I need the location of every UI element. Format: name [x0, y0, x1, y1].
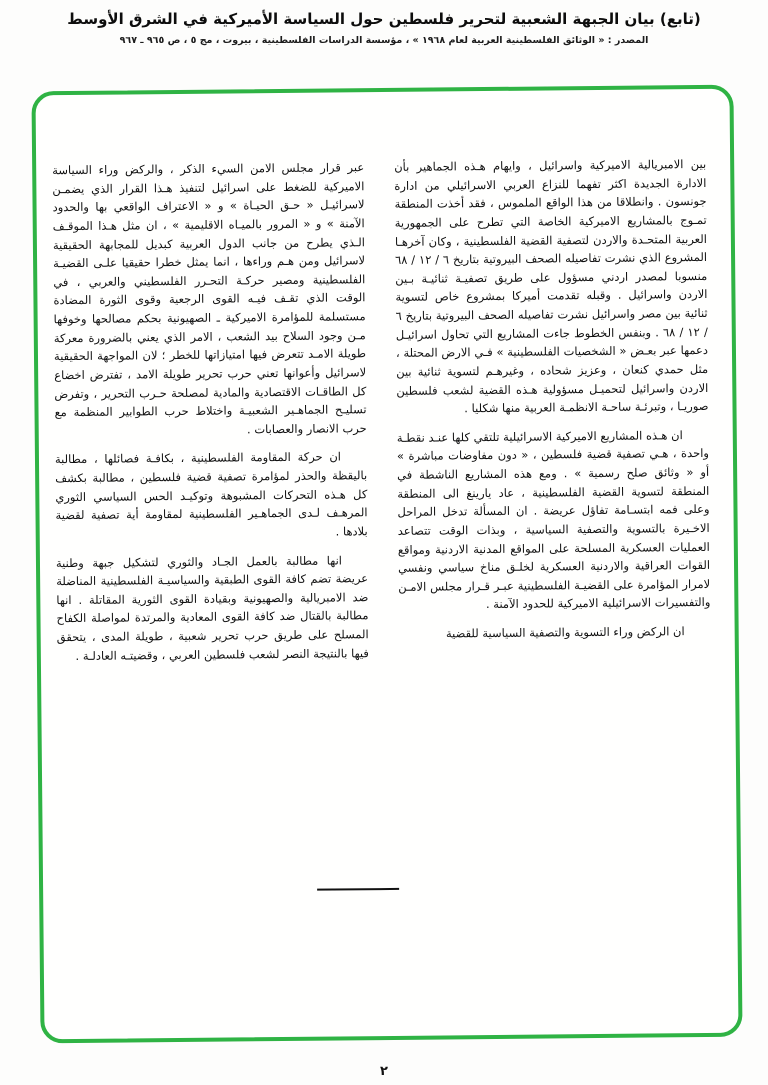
- paragraph: ان حركة المقاومة الفلسطينية ، بكافـة فصائلها ، مطالبة باليقظة والحذر لمؤامرة تصفية قضية فلسطين ، مطالبة بكشف كل هـذه التحركات المشبوهة وتوكيـد الحس السياسي الثوري المرهـف لـدى الجماهـير الفلسطينية لمقاومة أية تصفية لقضية بلادها .: [54, 449, 368, 539]
- page-header: [0, 10, 768, 46]
- source-citation: المصدر : « الوثائق الفلسطينية العربية لعام ١٩٦٨ » ، مؤسسة الدراسات الفلسطينية ، بيروت ، مج ٥ ، ص ٩٦٥ ـ ٩٦٧: [119, 35, 649, 46]
- document-title: (تابع) بيان الجبهة الشعبية لتحرير فلسطين حول السياسة الأميركية في الشرق الأوسط: [67, 10, 701, 28]
- paragraph: بين الامبريالية الاميركية واسرائيل ، وايهام هـذه الجماهير بأن الادارة الجديدة اكثر تفهما للنزاع العربي الاسرائيلي من ادارة جونسون . وانطلاقا من هذا الواقع الملموس ، فقد أخذت المنطقة تمـوج بالمشاريع الاميركية الخاصة التي تطرح على الجمهورية العربية المتحـدة والاردن لتصفية القضية الفلسطينية ، وكان آخرهـا المشروع الذي نشرت تفاصيله الصحف البيروتية بتاريخ ٦ / ١٢ / ٦٨ منسوبا لمصدر اردني مسؤول على طريق تصفيـة ثنائيـة بـين الاردن واسرائيل . وقبله تقدمت أميركا بمشروع خاص لتسوية ثنائية بين مصر واسرائيل نشرت تفاصيله الصحف البيروتية بتاريخ ٦ / ١٢ / ٦٨ . وبنفس الخطوط جاءت المشاريع التي تحاول اسرائيـل دعمها عبر بعـض « الشخصيات الفلسطينية » فـي الارض المحتلة ، مثل حمدي كنعان ، وعزيز شحاده ، وغيرهـم لتسوية ثنائية بين الاردن واسرائيل لتحميـل مسؤولية هـذه القضية لشعب فلسطين صوريـا ، وتبرئـة ساحـة الانظمـة العربية منها شكليا .: [394, 156, 709, 416]
- text-columns: [52, 155, 711, 675]
- paragraph: عبر قرار مجلس الامن السيء الذكر ، والركض وراء السياسة الاميركية للضغط على اسرائيل لتنفيذ هـذا القرار الذي يضمـن لاسرائيـل « حـق الحيـاة » و « الاعتراف الواقعي بها والحدود الآمنة » و « المرور بالميـاه الاقليمية » ، ان مثل هـذا الموقـف الـذي يطرح من جانب الدول العربية كبديل للمجابهة الحقيقية لاسرائيل ومن هـم وراءها ، انما يمثل خطرا حقيقيا علـى القضيـة الفلسطينية ومصير حركـة التحـرر الفلسطيني والعربي ، في الوقت الذي تقـف فيـه القوى الرجعية وقوى الثورة المضادة مستسلمة للمؤامرة الاميركية ـ الصهيونية بحكم مصالحها وخوفها مـن وجود السلاح بيد الشعب ، الامر الذي يعني بالضرورة معركة طويلة الامـد تتعرض فيها امتيازاتها للخطر ؛ لان المواجهة الحقيقية لاسرائيل وأعوانها تعني حرب تحرير طويلة الامد ، تفترض اخضاع كل الطاقـات الاقتصادية والمادية لمصلحة حـرب التحرير ، وتفرض تسليـح الجماهـير الشعبيـة واختلاط حرب الطوابير المنظمة مع حرب الانصار والعصابات .: [52, 160, 367, 437]
- column-left: [52, 158, 369, 675]
- paragraph: انها مطالبة بالعمل الجـاد والثوري لتشكيل جبهة وطنية عريضة تضم كافة القوى الطبقية والسياسيـة الفلسطينية المناضلة ضد الامبريالية والصهيونية وبقيادة القوى الثورية المقاتلة . انها مطالبة بالقتال ضد كافة القوى المعادية والمرتدة لمواصلة الكفاح المسلح على طريق حرب تحرير شعبية ، طويلة المدى ، يتحقق فيها بالنتيجة النصر لشعب فلسطين العربي ، وقضيتـه العادلـة .: [55, 552, 369, 663]
- column-right: [394, 155, 711, 672]
- paragraph: ان الركض وراء التسوية والتصفية السياسية للقضية: [445, 624, 685, 641]
- paragraph: ان هـذه المشاريع الاميركية الاسرائيلية تلتقي كلها عنـد نقطـة واحدة ، هـي تصفية قضية فلسطين ، « دون مفاوضات مباشرة » أو « وثائق صلح رسمية » . ومع هذه المشاريع الناشطة في المنطقة لتسوية القضية الفلسطينية ، عاد يارينغ الى المنطقة وعلى فمه ابتسـامة تفاؤل عريضة . ان المسألة تدخل المراحل الاخـيرة بالتسوية والتصفية السياسية ، وبذات الوقت تتصاعد العمليات العسكرية المسلحة على المواقع المدنية الاردنية ومواقع القوات العراقية والاردنية العسكرية لخلـق مناخ سياسي ونفسي لامرار المؤامرة على القضيـة الفلسطينية عبـر قـرار مجلس الامـن والتفسيرات الاسرائيلية الاميركية للحدود الآمنة .: [396, 427, 711, 612]
- green-border-frame: [31, 85, 742, 1044]
- end-of-text-divider: [317, 888, 399, 891]
- page-number: ٢: [380, 1064, 388, 1079]
